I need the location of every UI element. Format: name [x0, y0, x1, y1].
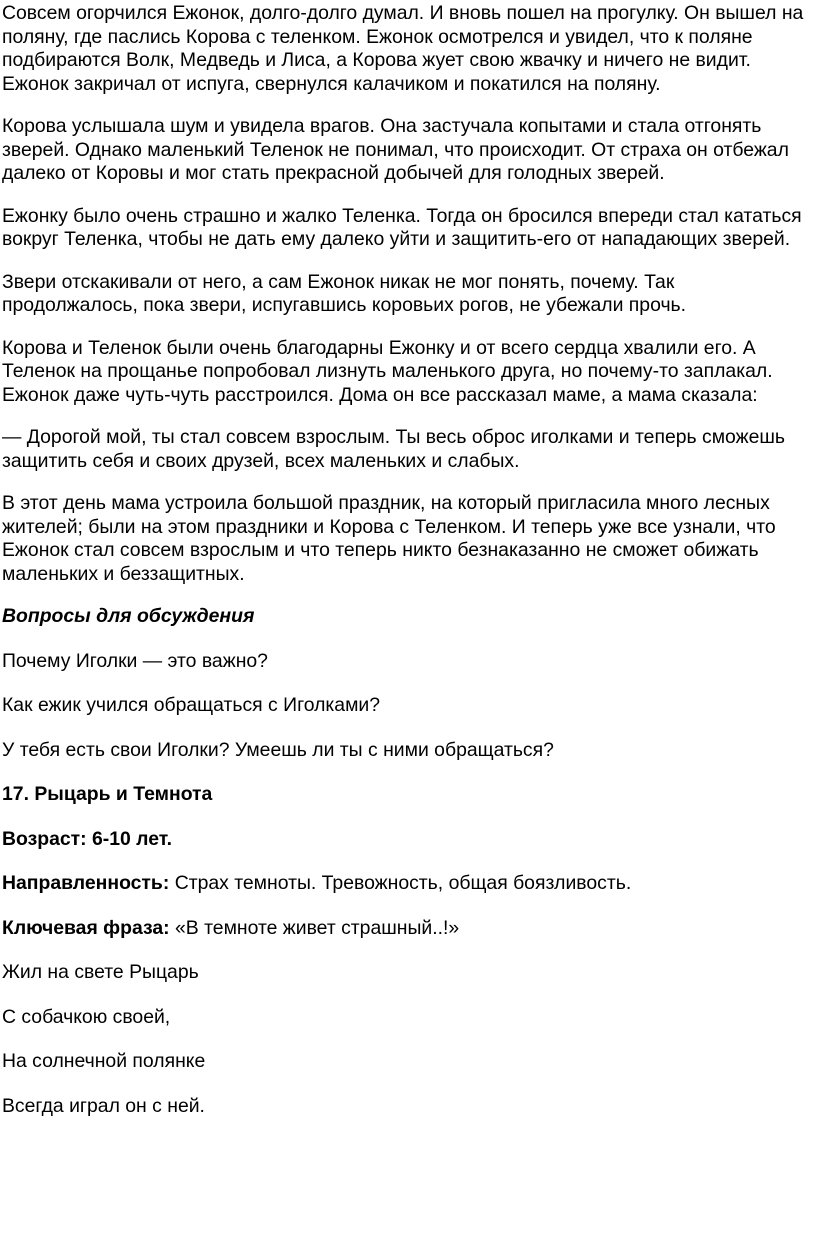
story-paragraph: Совсем огорчился Ежонок, долго-долго думал. И вновь пошел на прогулку. Он вышел на поляну, где паслись Корова с теленком. Ежонок осмотрелся и увидел, что к поляне подбираются Волк, Медведь и Лиса, а Корова жует свою жвачку и ничего не видит. Ежонок закричал от испуга, свернулся калачиком и покатился на поляну.	[2, 2, 804, 95]
questions-heading: Вопросы для обсуждения	[2, 605, 255, 627]
verse-line: С собачкою своей,	[2, 1005, 171, 1028]
question-item: Как ежик учился обращаться с Иголками?	[2, 694, 381, 716]
story-paragraph: Звери отскакивали от него, а сам Ежонок никак не мог понять, почему. Так продолжалось, пока звери, испугавшись коровьих рогов, не убежали прочь.	[2, 270, 687, 316]
verse-line: Всегда играл он с ней.	[2, 1094, 205, 1117]
key-phrase-value: «В темноте живет страшный..!»	[169, 916, 460, 939]
focus-label: Направленность:	[2, 872, 170, 894]
verse-line: Жил на свете Рыцарь	[2, 961, 199, 983]
key-phrase-label: Ключевая фраза:	[2, 916, 170, 939]
age-line: Возраст: 6-10 лет.	[2, 827, 172, 850]
story-paragraph: Корова услышала шум и увидела врагов. Она застучала копытами и стала отгонять зверей. Однако маленький Теленок не понимал, что происходит. От страха он отбежал далеко от Коровы и мог стать прекрасной добычей для голодных зверей.	[2, 115, 789, 184]
question-item: Почему Иголки — это важно?	[2, 649, 268, 672]
question-item: У тебя есть свои Иголки? Умеешь ли ты с ними обращаться?	[2, 738, 554, 761]
focus-value: Страх темноты. Тревожность, общая боязливость.	[169, 872, 632, 894]
story-paragraph: Ежонку было очень страшно и жалко Теленка. Тогда он бросился впереди стал кататься вокруг Теленка, чтобы не дать ему далеко уйти и защитить-его от нападающих зверей.	[2, 204, 802, 250]
story-paragraph: — Дорогой мой, ты стал совсем взрослым. Ты весь оброс иголками и теперь сможешь защитить себя и своих друзей, всех маленьких и слабых.	[2, 426, 786, 472]
verse-line: На солнечной полянке	[2, 1050, 206, 1072]
story-paragraph: В этот день мама устроила большой праздник, на который пригласила много лесных жителей; были на этом праздники и Корова с Теленком. И теперь уже все узнали, что Ежонок стал совсем взрослым и что теперь никто безнаказанно не сможет обижать маленьких и беззащитных.	[2, 492, 776, 585]
key-phrase-line	[2, 917, 810, 941]
focus-line	[2, 872, 810, 896]
story-title: 17. Рыцарь и Темнота	[2, 783, 213, 805]
story-paragraph: Корова и Теленок были очень благодарны Ежонку и от всего сердца хвалили его. А Теленок на прощанье попробовал лизнуть маленького друга, но почему-то заплакал. Ежонок даже чуть-чуть расстроился. Дома он все рассказал маме, а мама сказала:	[2, 336, 773, 406]
